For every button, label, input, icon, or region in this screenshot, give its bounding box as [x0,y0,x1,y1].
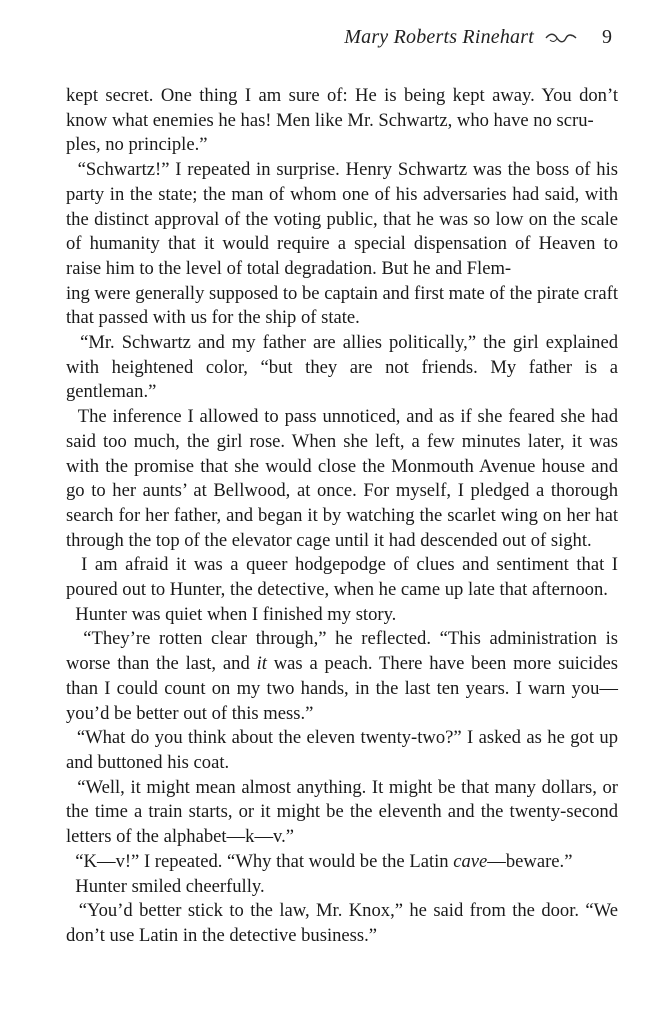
paragraph: The inference I allowed to pass unnoticed, and as if she feared she had said too much, the girl rose. When she left, a few minutes later, it was with the promise that she would close the Monmouth Avenue house and go to her aunts’ at Bellwood, at once. For myself, I pledged a thorough search for her father, and began it by watching the scarlet wing on her hat through the top of the elevator cage until it had descended out of sight. [66,406,618,551]
paragraph: I am afraid it was a queer hodgepodge of clues and sentiment that I poured out to Hunter, the detective, when he came up late that afternoon. [66,554,618,601]
paragraph: kept secret. One thing I am sure of: He is being kept away. You don’t know what enemies he has! Men like Mr. Schwartz, who have no scru- ples, no principle.” [66,85,618,156]
paragraph: “K—v!” I repeated. “Why that would be the Latin cave—beware.” [66,850,573,872]
body-text [66,84,618,949]
paragraph: “Schwartz!” I repeated in surprise. Henry Schwartz was the boss of his party in the state; the man of whom one of his adversaries had said, with the distinct approval of the voting public, that he was so low on the scale of humanity that it would require a special dispensation of Heaven to raise him to the level of total degradation. But he and Flem- ing were generally supposed to be captain and first mate of the pirate craft that passed with us for the ship of state. [66,159,618,329]
running-header-author: Mary Roberts Rinehart [344,26,534,48]
page-number: 9 [602,26,612,48]
paragraph: “Mr. Schwartz and my father are allies politically,” the girl explained with heightened color, “but they are not friends. My father is a gentleman.” [66,332,618,403]
paragraph: “What do you think about the eleven twenty-two?” I asked as he got up and buttoned his coat. [66,727,618,773]
running-header [344,26,612,49]
flourish-ornament-icon [544,32,578,44]
paragraph: Hunter was quiet when I finished my story. [66,603,397,625]
paragraph: “You’d better stick to the law, Mr. Knox,” he said from the door. “We don’t use Latin in the detective business.” [66,900,618,946]
paragraph: “They’re rotten clear through,” he reflected. “This administration is worse than the last, and it was a peach. There have been more suicides than I could count on my two hands, in the last ten years. I warn you—you’d be better out of this mess.” [66,628,618,724]
paragraph: “Well, it might mean almost anything. It might be that many dollars, or the time a train starts, or it might be the eleventh and the twenty-second letters of the alphabet—k—v.” [66,776,618,848]
paragraph: Hunter smiled cheerfully. [66,875,265,897]
